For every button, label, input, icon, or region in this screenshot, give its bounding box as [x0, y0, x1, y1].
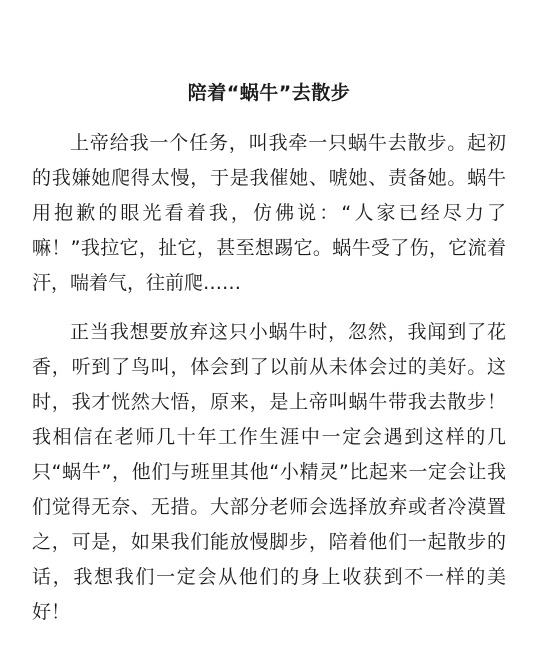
article-title: 陪着“蜗牛”去散步 [187, 82, 351, 104]
paragraph-2: 正当我想要放弃这只小蜗牛时，忽然，我闻到了花香，听到了鸟叫，体会到了以前从未体会过的美好。这时，我才恍然大悟，原来，是上帝叫蜗牛带我去散步！我相信在老师几十年工作生涯中一定会遇到这样的几只“蜗牛”，他们与班里其他“小精灵”比起来一定会让我们觉得无奈、无措。大部分老师会选择放弃或者冷漠置之，可是，如果我们能放慢脚步，陪着他们一起散步的话，我想我们一定会从他们的身上收获到不一样的美好！ [32, 321, 506, 623]
paragraph-1: 上帝给我一个任务，叫我牵一只蜗牛去散步。起初的我嫌她爬得太慢，于是我催她、唬她、责备她。蜗牛用抱歉的眼光看着我，仿佛说：“人家已经尽力了嘛！”我拉它，扯它，甚至想踢它。蜗牛受了伤，它流着汗，喘着气，往前爬…… [32, 132, 506, 294]
